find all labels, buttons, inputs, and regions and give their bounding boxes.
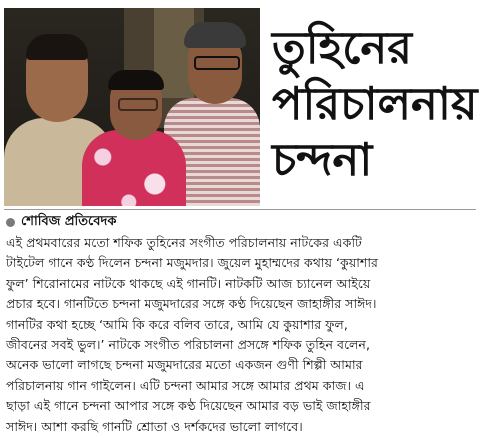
article-body bbox=[6, 233, 476, 437]
headline-line-1: তুহিনের bbox=[272, 21, 412, 74]
woman-center-glasses bbox=[118, 98, 158, 111]
man-left-hair bbox=[26, 34, 88, 60]
body-line: জীবনের সবই ভুল।’ নাটকে সংগীত পরিচালনা প্রসঙ্গে শফিক তুহিন বলেন, bbox=[6, 337, 370, 353]
bullet-icon bbox=[6, 218, 15, 227]
body-line: পরিচালনায় গান গাইলেন। এটি চন্দনা আমার সঙ্গে আমার প্রথম কাজ। এ bbox=[6, 377, 365, 393]
woman-center-hair bbox=[108, 70, 164, 90]
body-line: টাইটেল গানে কণ্ঠ দিলেন চন্দনা মজুমদার। জুয়েল মুহাম্মদের কথায় ‘কুয়াশার bbox=[6, 255, 378, 271]
article-photo bbox=[4, 8, 260, 206]
body-line: ফুল’ শিরোনামের নাটকে থাকছে এই গানটি। নাটকটি আজ চ্যানেল আইয়ে bbox=[6, 275, 371, 291]
headline bbox=[272, 20, 478, 188]
headline-line-3: চন্দনা bbox=[272, 133, 373, 186]
byline bbox=[6, 212, 116, 232]
body-line: ছাড়া এই গানে চন্দনা আপার সঙ্গে কণ্ঠ দিয়েছেন আমার বড় ভাই জাহাঙ্গীর bbox=[6, 398, 371, 414]
body-line: গানটির কথা হচ্ছে ‘আমি কি করে বলিব তারে, আমি যে কুয়াশার ফুল, bbox=[6, 316, 348, 332]
headline-line-2: পরিচালনায় bbox=[272, 77, 478, 130]
man-right-glasses bbox=[194, 56, 240, 70]
body-line: এই প্রথমবারের মতো শফিক তুহিনের সংগীত পরিচালনায় নাটকের একটি bbox=[6, 235, 362, 250]
body-line: অনেক ভালো লাগছে চন্দনা মজুমদারের মতো একজন গুণী শিল্পী আমার bbox=[6, 357, 363, 373]
body-line: প্রচার হবে। গানটিতে চন্দনা মজুমদারের সঙ্গে কণ্ঠ দিয়েছেন জাহাঙ্গীর সাঈদ। bbox=[6, 296, 377, 312]
woman-center-body bbox=[82, 130, 186, 206]
divider-line bbox=[4, 209, 476, 210]
body-line: সাঈদ। আশা করছি গানটি শ্রোতা ও দর্শকদের ভালো লাগবে। bbox=[6, 418, 303, 434]
byline-text: শোবিজ প্রতিবেদক bbox=[21, 213, 117, 229]
man-right-cap bbox=[184, 22, 246, 48]
